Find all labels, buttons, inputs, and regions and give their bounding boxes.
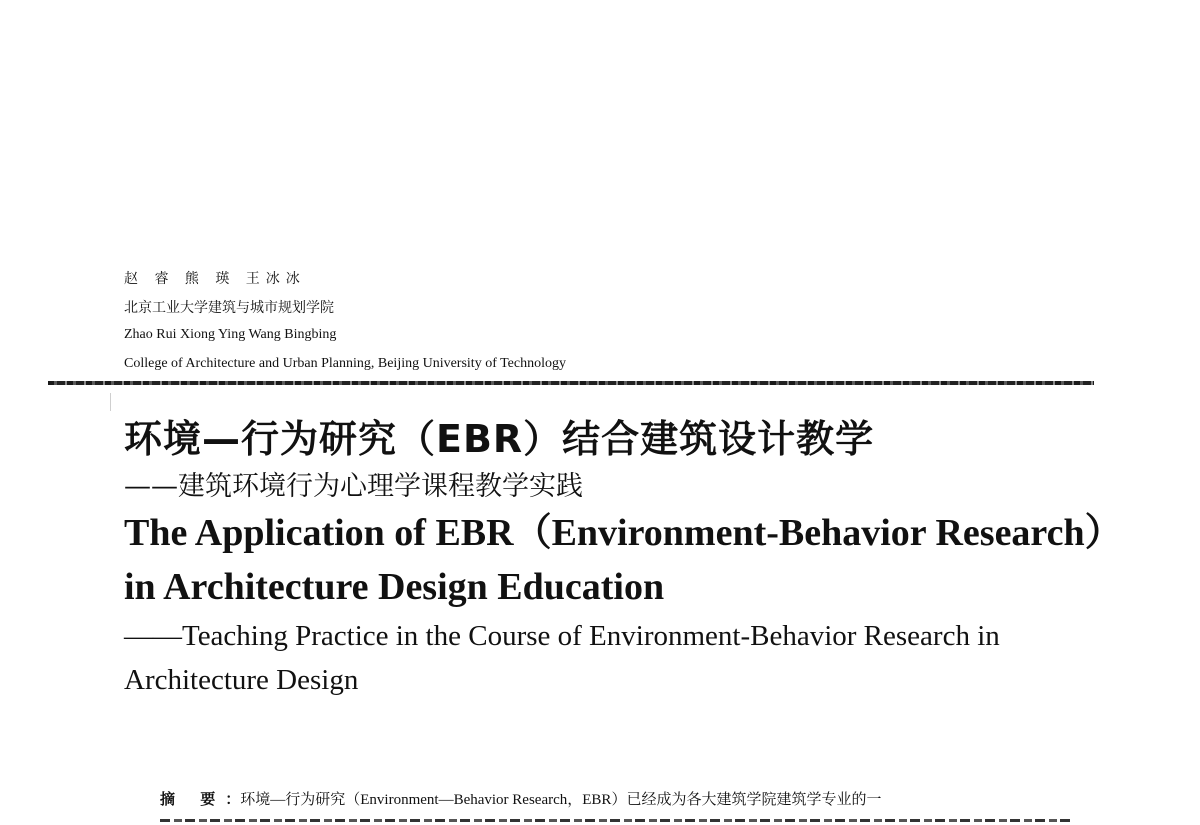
affiliation-cn: 北京工业大学建筑与城市规划学院	[124, 300, 334, 316]
abstract-cut-line	[160, 814, 1070, 825]
title-cn: 环境—行为研究（EBR）结合建筑设计教学	[124, 417, 875, 461]
subtitle-cn: ——建筑环境行为心理学课程教学实践	[124, 471, 583, 502]
header-rule	[48, 381, 1094, 385]
margin-tick	[110, 393, 111, 411]
authors-cn: 赵 睿 熊 瑛 王冰冰	[124, 271, 306, 287]
affiliation-en: College of Architecture and Urban Planning, Beijing University of Technology	[124, 356, 566, 371]
title-en: The Application of EBR（Environment-Behavior Research）in Architecture Design Education	[124, 512, 1123, 608]
abstract-text: 环境—行为研究（Environment—Behavior Research，EBR）已经成为各大建筑学院建筑学专业的一	[240, 792, 882, 808]
authors-en: Zhao Rui Xiong Ying Wang Bingbing	[124, 327, 337, 342]
abstract-colon: ：	[225, 790, 241, 808]
abstract-line	[160, 788, 881, 809]
subtitle-en: ——Teaching Practice in the Course of Environment-Behavior Research in Architecture Design	[124, 620, 1000, 696]
abstract-label: 摘 要	[160, 790, 226, 808]
